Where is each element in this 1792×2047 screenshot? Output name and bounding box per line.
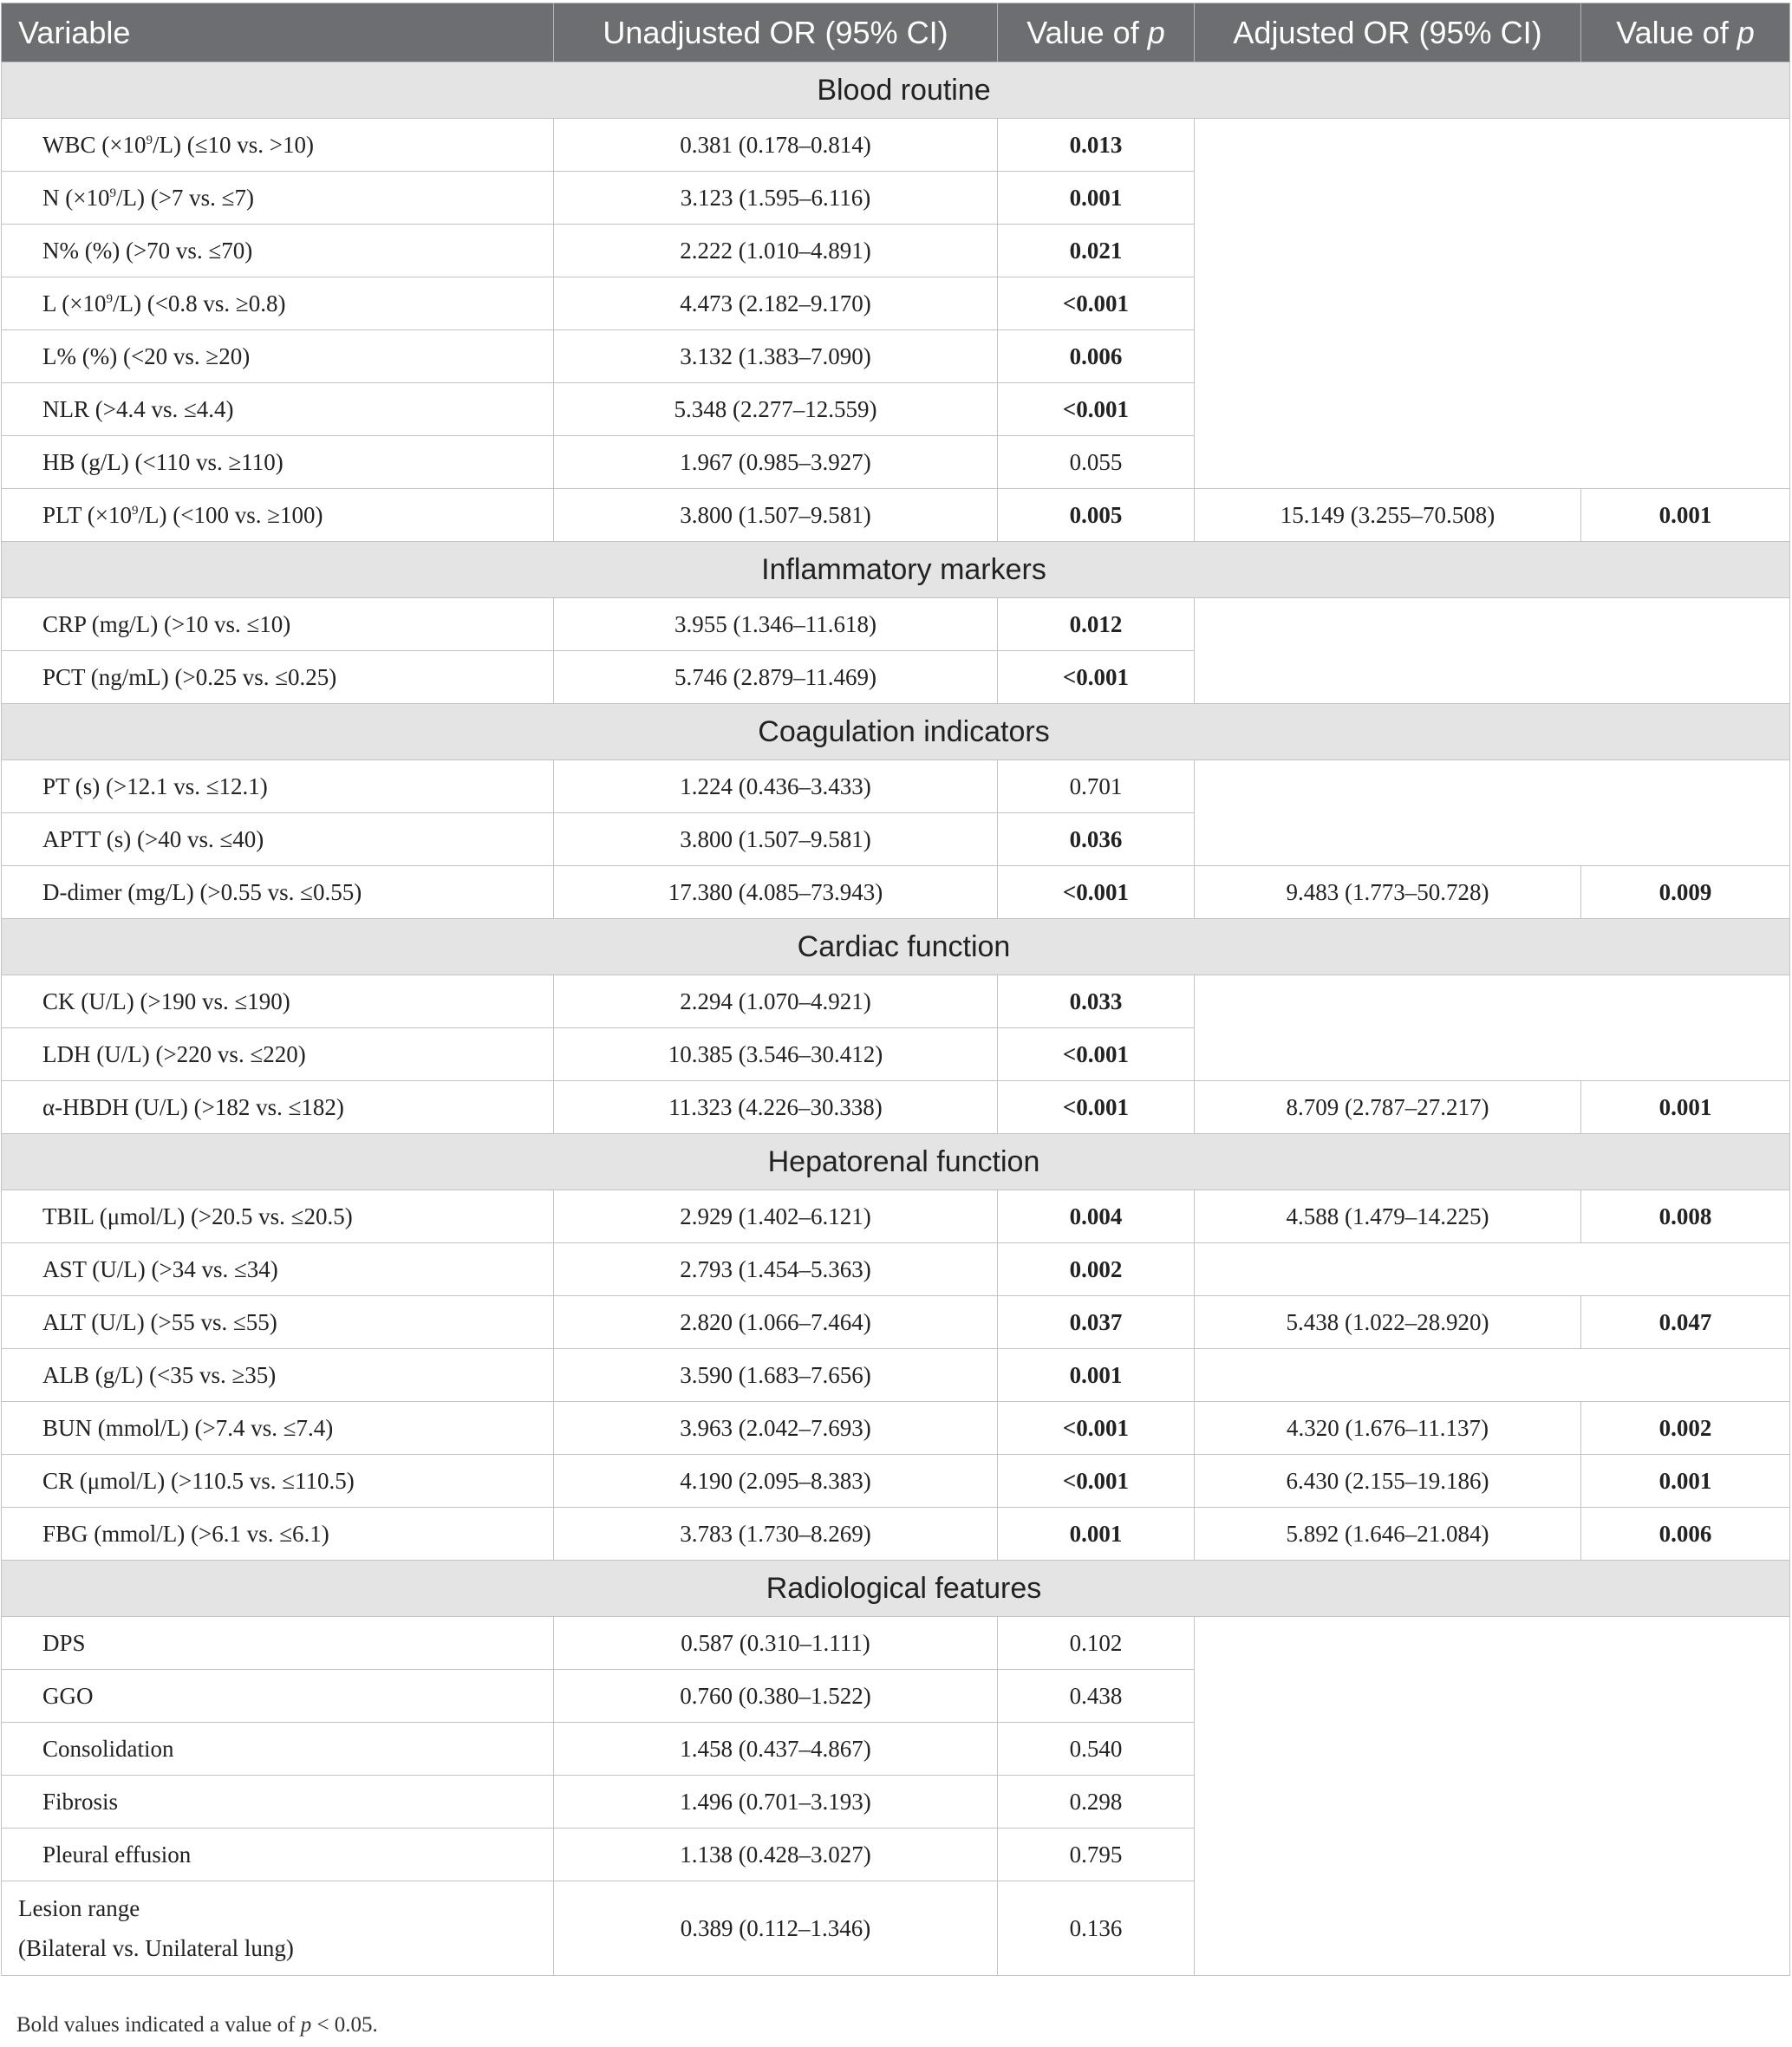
adjusted-or-cell: 5.438 (1.022–28.920)	[1195, 1296, 1581, 1349]
table-row	[2, 975, 1790, 1028]
variable-cell	[2, 1670, 554, 1723]
section-row-blood-routine	[2, 62, 1790, 119]
unadjusted-or-cell: 2.793 (1.454–5.363)	[554, 1243, 998, 1296]
unadjusted-p-cell: 0.298	[998, 1776, 1195, 1829]
table-row	[2, 330, 1790, 383]
unadjusted-or-cell: 3.800 (1.507–9.581)	[554, 813, 998, 866]
variable-label: NLR (>4.4 vs. ≤4.4)	[42, 395, 234, 422]
adjusted-empty-cell	[1195, 1243, 1790, 1296]
unadjusted-or-cell: 10.385 (3.546–30.412)	[554, 1028, 998, 1081]
unadjusted-p-cell: <0.001	[998, 277, 1195, 330]
variable-label: DPS	[42, 1629, 86, 1656]
table-row	[2, 225, 1790, 277]
unadjusted-p-cell: 0.033	[998, 975, 1195, 1028]
variable-cell	[2, 1243, 554, 1296]
variable-cell	[2, 1455, 554, 1508]
unadjusted-p-cell: 0.013	[998, 119, 1195, 172]
header-unadjusted-or: Unadjusted OR (95% CI)	[554, 3, 998, 62]
unadjusted-or-cell: 0.389 (0.112–1.346)	[554, 1881, 998, 1976]
unadjusted-p-cell: 0.795	[998, 1829, 1195, 1881]
adjusted-empty-cell	[1195, 1617, 1790, 1670]
adjusted-empty-cell	[1195, 1723, 1790, 1776]
adjusted-empty-cell	[1195, 172, 1790, 225]
adjusted-empty-cell	[1195, 1349, 1790, 1402]
variable-label: Fibrosis	[42, 1788, 119, 1815]
header-adjusted-or: Adjusted OR (95% CI)	[1195, 3, 1581, 62]
variable-label: α-HBDH (U/L) (>182 vs. ≤182)	[42, 1093, 344, 1120]
variable-label: HB (g/L) (<110 vs. ≥110)	[42, 448, 283, 475]
table-row	[2, 383, 1790, 436]
adjusted-empty-cell	[1195, 651, 1790, 704]
variable-cell	[2, 1881, 554, 1976]
unadjusted-or-cell: 3.132 (1.383–7.090)	[554, 330, 998, 383]
variable-line-1: Lesion range	[18, 1895, 140, 1921]
regression-table	[1, 3, 1790, 1976]
adjusted-empty-cell	[1195, 1829, 1790, 1881]
unadjusted-or-cell: 4.190 (2.095–8.383)	[554, 1455, 998, 1508]
variable-cell	[2, 1508, 554, 1561]
footnote: Bold values indicated a value of p < 0.05.	[16, 2013, 378, 2037]
unadjusted-p-cell: 0.021	[998, 225, 1195, 277]
adjusted-p-cell: 0.047	[1581, 1296, 1790, 1349]
adjusted-empty-cell	[1195, 813, 1790, 866]
variable-cell	[2, 1296, 554, 1349]
variable-cell	[2, 1081, 554, 1134]
variable-label: N $(\times 10^9/L)$ (>7 vs. ≤7)	[42, 184, 254, 211]
unadjusted-p-cell: 0.540	[998, 1723, 1195, 1776]
table-row	[2, 598, 1790, 651]
unadjusted-or-cell: 3.800 (1.507–9.581)	[554, 489, 998, 542]
table-row	[2, 1670, 1790, 1723]
header-adjusted-p: Value of p	[1581, 3, 1790, 62]
variable-label: D-dimer (mg/L) (>0.55 vs. ≤0.55)	[42, 878, 362, 905]
variable-label: BUN (mmol/L) (>7.4 vs. ≤7.4)	[42, 1414, 334, 1441]
adjusted-empty-cell	[1195, 1881, 1790, 1976]
unadjusted-p-cell: 0.036	[998, 813, 1195, 866]
variable-label: CRP (mg/L) (>10 vs. ≤10)	[42, 610, 291, 637]
unadjusted-or-cell: 2.222 (1.010–4.891)	[554, 225, 998, 277]
unadjusted-or-cell: 3.955 (1.346–11.618)	[554, 598, 998, 651]
table-row	[2, 1455, 1790, 1508]
table-row	[2, 1243, 1790, 1296]
variable-cell	[2, 436, 554, 489]
adjusted-or-cell: 9.483 (1.773–50.728)	[1195, 866, 1581, 919]
variable-label: APTT (s) (>40 vs. ≤40)	[42, 825, 264, 852]
variable-cell	[2, 1776, 554, 1829]
section-row-coagulation-indicators	[2, 704, 1790, 760]
table-row	[2, 1028, 1790, 1081]
variable-label: Consolidation	[42, 1735, 174, 1762]
unadjusted-p-cell: <0.001	[998, 1028, 1195, 1081]
variable-label: CR (μmol/L) (>110.5 vs. ≤110.5)	[42, 1467, 355, 1494]
section-title: Blood routine	[2, 62, 1790, 119]
variable-label: FBG (mmol/L) (>6.1 vs. ≤6.1)	[42, 1520, 329, 1547]
table-row	[2, 1723, 1790, 1776]
unadjusted-p-cell: 0.004	[998, 1190, 1195, 1243]
variable-cell	[2, 119, 554, 172]
unadjusted-or-cell: 0.381 (0.178–0.814)	[554, 119, 998, 172]
unadjusted-p-cell: <0.001	[998, 1402, 1195, 1455]
adjusted-empty-cell	[1195, 225, 1790, 277]
unadjusted-or-cell: 4.473 (2.182–9.170)	[554, 277, 998, 330]
unadjusted-p-cell: 0.006	[998, 330, 1195, 383]
variable-cell	[2, 1402, 554, 1455]
variable-label: ALT (U/L) (>55 vs. ≤55)	[42, 1308, 277, 1335]
section-row-cardiac-function	[2, 919, 1790, 975]
table-header-row	[2, 3, 1790, 62]
table-row	[2, 1402, 1790, 1455]
section-title: Hepatorenal function	[2, 1134, 1790, 1190]
unadjusted-p-cell: 0.001	[998, 172, 1195, 225]
variable-line-2: (Bilateral vs. Unilateral lung)	[18, 1935, 294, 1961]
adjusted-empty-cell	[1195, 1670, 1790, 1723]
table-row	[2, 1617, 1790, 1670]
variable-cell	[2, 330, 554, 383]
variable-cell	[2, 866, 554, 919]
unadjusted-or-cell: 2.294 (1.070–4.921)	[554, 975, 998, 1028]
variable-cell	[2, 813, 554, 866]
table-row	[2, 1190, 1790, 1243]
unadjusted-or-cell: 0.760 (0.380–1.522)	[554, 1670, 998, 1723]
variable-cell	[2, 225, 554, 277]
table-row	[2, 436, 1790, 489]
adjusted-p-cell: 0.008	[1581, 1190, 1790, 1243]
table-row	[2, 1776, 1790, 1829]
table-row	[2, 813, 1790, 866]
adjusted-empty-cell	[1195, 383, 1790, 436]
unadjusted-or-cell: 2.929 (1.402–6.121)	[554, 1190, 998, 1243]
table-row	[2, 1296, 1790, 1349]
variable-label: AST (U/L) (>34 vs. ≤34)	[42, 1255, 278, 1282]
unadjusted-or-cell: 5.348 (2.277–12.559)	[554, 383, 998, 436]
variable-cell	[2, 1723, 554, 1776]
variable-cell	[2, 975, 554, 1028]
variable-cell	[2, 1190, 554, 1243]
unadjusted-p-cell: <0.001	[998, 651, 1195, 704]
unadjusted-p-cell: 0.037	[998, 1296, 1195, 1349]
variable-label: PT (s) (>12.1 vs. ≤12.1)	[42, 773, 268, 799]
variable-cell	[2, 598, 554, 651]
variable-cell	[2, 172, 554, 225]
variable-cell	[2, 383, 554, 436]
table-row	[2, 277, 1790, 330]
adjusted-or-cell: 15.149 (3.255–70.508)	[1195, 489, 1581, 542]
unadjusted-p-cell: 0.005	[998, 489, 1195, 542]
table-row	[2, 651, 1790, 704]
unadjusted-p-cell: 0.055	[998, 436, 1195, 489]
variable-cell	[2, 760, 554, 813]
variable-label: PLT $(\times 10^9/L)$ (<100 vs. ≥100)	[42, 501, 323, 528]
unadjusted-or-cell: 17.380 (4.085–73.943)	[554, 866, 998, 919]
table-row	[2, 760, 1790, 813]
adjusted-empty-cell	[1195, 598, 1790, 651]
unadjusted-p-cell: 0.001	[998, 1508, 1195, 1561]
adjusted-p-cell: 0.001	[1581, 489, 1790, 542]
table-row	[2, 1881, 1790, 1976]
section-title: Coagulation indicators	[2, 704, 1790, 760]
variable-cell	[2, 1617, 554, 1670]
adjusted-p-cell: 0.001	[1581, 1081, 1790, 1134]
section-row-hepatorenal-function	[2, 1134, 1790, 1190]
adjusted-or-cell: 6.430 (2.155–19.186)	[1195, 1455, 1581, 1508]
variable-cell	[2, 1349, 554, 1402]
table-row	[2, 489, 1790, 542]
unadjusted-or-cell: 3.123 (1.595–6.116)	[554, 172, 998, 225]
variable-label: TBIL (μmol/L) (>20.5 vs. ≤20.5)	[42, 1203, 353, 1229]
section-title: Radiological features	[2, 1561, 1790, 1617]
unadjusted-or-cell: 3.783 (1.730–8.269)	[554, 1508, 998, 1561]
table-row	[2, 1508, 1790, 1561]
adjusted-or-cell: 4.320 (1.676–11.137)	[1195, 1402, 1581, 1455]
unadjusted-or-cell: 1.138 (0.428–3.027)	[554, 1829, 998, 1881]
variable-label: Pleural effusion	[42, 1841, 192, 1868]
header-unadjusted-p: Value of p	[998, 3, 1195, 62]
unadjusted-or-cell: 1.496 (0.701–3.193)	[554, 1776, 998, 1829]
unadjusted-p-cell: <0.001	[998, 383, 1195, 436]
adjusted-or-cell: 8.709 (2.787–27.217)	[1195, 1081, 1581, 1134]
adjusted-empty-cell	[1195, 277, 1790, 330]
variable-label: LDH (U/L) (>220 vs. ≤220)	[42, 1040, 306, 1067]
unadjusted-or-cell: 1.224 (0.436–3.433)	[554, 760, 998, 813]
unadjusted-or-cell: 1.458 (0.437–4.867)	[554, 1723, 998, 1776]
adjusted-empty-cell	[1195, 1776, 1790, 1829]
unadjusted-p-cell: 0.102	[998, 1617, 1195, 1670]
adjusted-empty-cell	[1195, 760, 1790, 813]
table-body	[2, 62, 1790, 1976]
unadjusted-or-cell: 5.746 (2.879–11.469)	[554, 651, 998, 704]
unadjusted-p-cell: 0.701	[998, 760, 1195, 813]
variable-cell	[2, 1028, 554, 1081]
adjusted-or-cell: 4.588 (1.479–14.225)	[1195, 1190, 1581, 1243]
table-row	[2, 172, 1790, 225]
unadjusted-or-cell: 0.587 (0.310–1.111)	[554, 1617, 998, 1670]
table-row	[2, 1081, 1790, 1134]
variable-label: ALB (g/L) (<35 vs. ≥35)	[42, 1361, 277, 1388]
unadjusted-p-cell: <0.001	[998, 1081, 1195, 1134]
unadjusted-or-cell: 11.323 (4.226–30.338)	[554, 1081, 998, 1134]
header-variable: Variable	[2, 3, 554, 62]
adjusted-empty-cell	[1195, 119, 1790, 172]
unadjusted-or-cell: 3.590 (1.683–7.656)	[554, 1349, 998, 1402]
section-title: Inflammatory markers	[2, 542, 1790, 598]
adjusted-empty-cell	[1195, 330, 1790, 383]
variable-cell	[2, 277, 554, 330]
variable-label: L% (%) (<20 vs. ≥20)	[42, 342, 251, 369]
unadjusted-or-cell: 3.963 (2.042–7.693)	[554, 1402, 998, 1455]
variable-label: PCT (ng/mL) (>0.25 vs. ≤0.25)	[42, 663, 337, 690]
adjusted-p-cell: 0.002	[1581, 1402, 1790, 1455]
adjusted-p-cell: 0.001	[1581, 1455, 1790, 1508]
unadjusted-or-cell: 1.967 (0.985–3.927)	[554, 436, 998, 489]
results-table-container	[1, 3, 1789, 1976]
adjusted-empty-cell	[1195, 436, 1790, 489]
variable-label: WBC $(\times 10^9/L)$ (≤10 vs. >10)	[42, 131, 315, 158]
table-row	[2, 119, 1790, 172]
variable-label: L $(\times 10^9/L)$ (<0.8 vs. ≥0.8)	[42, 290, 286, 316]
adjusted-p-cell: 0.009	[1581, 866, 1790, 919]
unadjusted-p-cell: <0.001	[998, 1455, 1195, 1508]
variable-label: GGO	[42, 1682, 94, 1709]
unadjusted-p-cell: <0.001	[998, 866, 1195, 919]
variable-cell	[2, 489, 554, 542]
table-row	[2, 1349, 1790, 1402]
table-row	[2, 1829, 1790, 1881]
adjusted-empty-cell	[1195, 1028, 1790, 1081]
adjusted-p-cell: 0.006	[1581, 1508, 1790, 1561]
variable-label: CK (U/L) (>190 vs. ≤190)	[42, 988, 290, 1014]
variable-cell	[2, 651, 554, 704]
variable-label: N% (%) (>70 vs. ≤70)	[42, 237, 253, 264]
section-row-inflammatory-markers	[2, 542, 1790, 598]
unadjusted-or-cell: 2.820 (1.066–7.464)	[554, 1296, 998, 1349]
unadjusted-p-cell: 0.001	[998, 1349, 1195, 1402]
section-row-radiological-features	[2, 1561, 1790, 1617]
unadjusted-p-cell: 0.136	[998, 1881, 1195, 1976]
unadjusted-p-cell: 0.438	[998, 1670, 1195, 1723]
table-row	[2, 866, 1790, 919]
adjusted-empty-cell	[1195, 975, 1790, 1028]
variable-cell	[2, 1829, 554, 1881]
unadjusted-p-cell: 0.002	[998, 1243, 1195, 1296]
adjusted-or-cell: 5.892 (1.646–21.084)	[1195, 1508, 1581, 1561]
unadjusted-p-cell: 0.012	[998, 598, 1195, 651]
section-title: Cardiac function	[2, 919, 1790, 975]
